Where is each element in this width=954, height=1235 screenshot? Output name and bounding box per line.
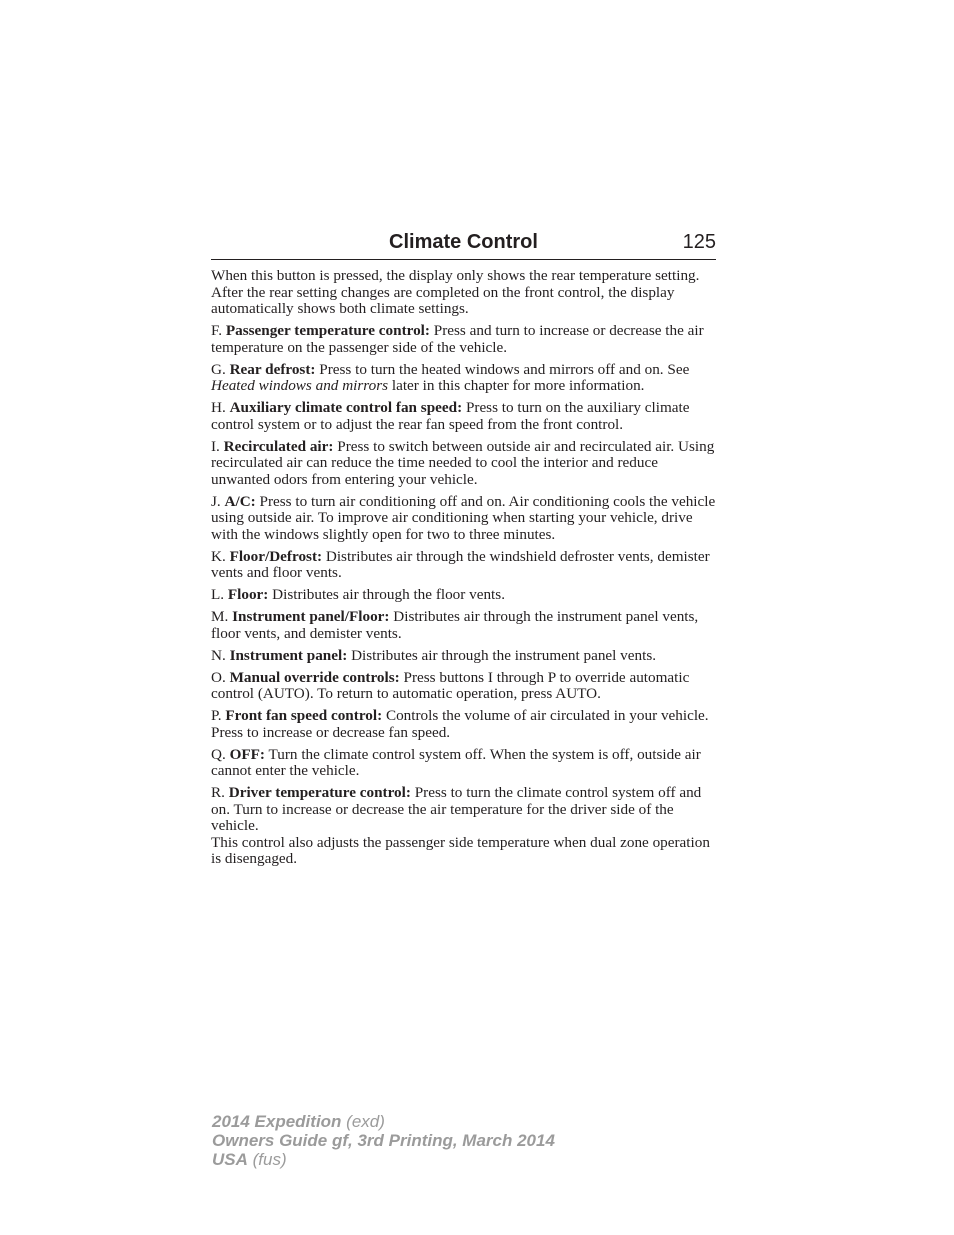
- item-letter: K.: [211, 547, 226, 565]
- item-letter: M.: [211, 608, 229, 625]
- item-p: [211, 708, 719, 741]
- item-letter: G.: [211, 360, 226, 378]
- footer-line-market: [212, 1150, 555, 1169]
- item-text: Press and turn to increase or decrease the air temperature on the passenger side of the vehicle.: [211, 322, 704, 356]
- item-text: Distributes air through the instrument panel vents, floor vents, and demister vents.: [211, 608, 699, 642]
- item-g: [211, 362, 719, 395]
- item-letter: P.: [211, 707, 222, 724]
- footer-line-guide: [212, 1131, 555, 1150]
- item-letter: O.: [211, 668, 226, 686]
- item-term: Manual override controls:: [229, 668, 400, 686]
- page-header: [211, 229, 716, 260]
- item-text: Press to turn air conditioning off and on. Air conditioning cools the vehicle using outside air. To improve air conditioning when starting your vehicle, drive with the windows slightly open for two to three minutes.: [211, 492, 716, 543]
- item-q: [211, 747, 719, 780]
- item-letter: F.: [211, 322, 223, 339]
- item-text: Press to switch between outside air and recirculated air. Using recirculated air can reduce the time needed to cool the interior and reduce unwanted odors from entering your vehicle.: [211, 437, 715, 488]
- item-text: later in this chapter for more information.: [391, 377, 645, 394]
- item-term: A/C:: [224, 492, 256, 510]
- item-term: Auxiliary climate control fan speed:: [229, 399, 463, 416]
- closing-paragraph: This control also adjusts the passenger side temperature when dual zone operation is disengaged.: [211, 833, 710, 867]
- item-text: Controls the volume of air circulated in your vehicle. Press to increase or decrease fan speed.: [211, 707, 709, 741]
- item-o: [211, 670, 719, 703]
- section-title: Climate Control: [389, 231, 538, 253]
- item-n: [211, 648, 719, 665]
- page-footer: [212, 1112, 555, 1169]
- page-number: 125: [682, 231, 716, 253]
- cross-reference: Heated windows and mirrors: [211, 377, 389, 394]
- item-f: [211, 323, 719, 356]
- item-term: Rear defrost:: [229, 360, 316, 378]
- item-text: Distributes air through the instrument panel vents.: [351, 646, 657, 664]
- footer-line-model: [212, 1112, 555, 1131]
- item-letter: H.: [211, 399, 226, 416]
- item-m: [211, 609, 719, 642]
- item-term: Instrument panel/Floor:: [232, 608, 390, 625]
- item-text: Press buttons I through P to override automatic control (AUTO). To return to automatic operation, press AUTO.: [211, 668, 690, 702]
- item-term: Passenger temperature control:: [225, 322, 430, 339]
- item-letter: R.: [211, 784, 225, 801]
- item-term: Front fan speed control:: [225, 707, 383, 724]
- item-text: Press to turn the heated windows and mirrors off and on. See: [319, 360, 690, 378]
- item-text: Press to turn on the auxiliary climate control system or to adjust the rear fan speed from the front control.: [211, 399, 690, 433]
- footer-model-code: (exd): [346, 1112, 385, 1131]
- footer-guide: Owners Guide gf, 3rd Printing, March 2014: [212, 1131, 555, 1150]
- item-text: Distributes air through the floor vents.: [272, 586, 505, 603]
- item-term: Floor:: [227, 586, 269, 603]
- item-letter: N.: [211, 646, 226, 664]
- item-letter: J.: [211, 492, 221, 510]
- item-letter: I.: [211, 437, 220, 455]
- item-text: Distributes air through the windshield defroster vents, demister vents and floor vents.: [211, 547, 710, 581]
- item-term: OFF:: [229, 745, 265, 763]
- footer-market: USA: [212, 1150, 248, 1169]
- intro-paragraph: When this button is pressed, the display only shows the rear temperature setting. After the rear setting changes are completed on the front control, the display automatically shows both climate settings.: [211, 267, 700, 317]
- item-k: [211, 549, 719, 582]
- item-text: Turn the climate control system off. When the system is off, outside air cannot enter the vehicle.: [211, 745, 701, 779]
- body-text: [211, 268, 719, 873]
- item-term: Recirculated air:: [223, 437, 334, 455]
- item-term: Driver temperature control:: [228, 784, 411, 801]
- item-term: Instrument panel:: [229, 646, 348, 664]
- item-term: Floor/Defrost:: [229, 547, 323, 565]
- item-letter: L.: [211, 586, 225, 603]
- footer-market-code: (fus): [252, 1150, 287, 1169]
- item-i: [211, 439, 719, 489]
- footer-model: 2014 Expedition: [212, 1112, 342, 1131]
- item-l: [211, 587, 719, 604]
- item-h: [211, 400, 719, 433]
- item-j: [211, 494, 719, 544]
- item-letter: Q.: [211, 745, 226, 763]
- item-text: Press to turn the climate control system off and on. Turn to increase or decrease the air temperature for the driver side of the vehicle.: [211, 784, 702, 834]
- item-r: [211, 785, 719, 835]
